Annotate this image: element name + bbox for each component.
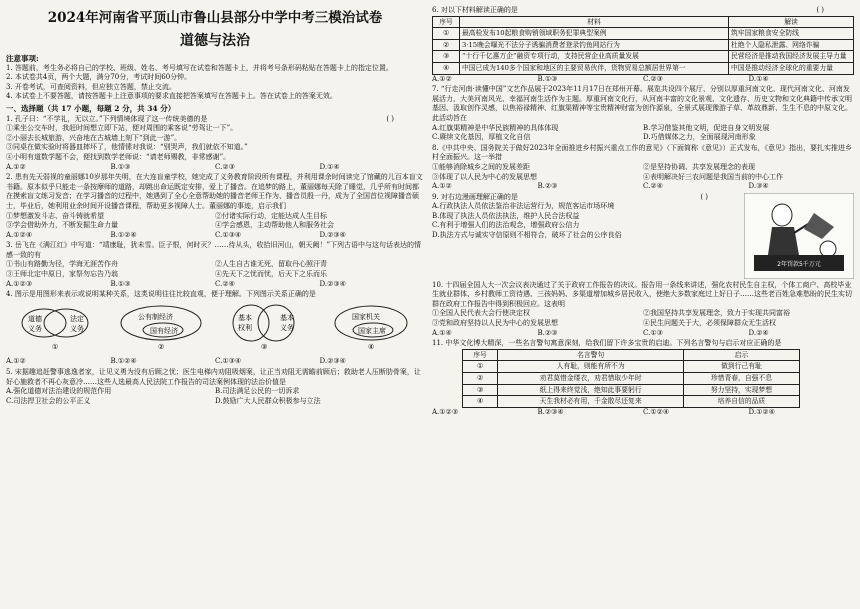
question-6 [432,6,854,84]
option-d: D.执法方式与诚实守信原则不相符合，破坏了社会的公序良俗 [432,231,622,240]
quote-table [462,349,800,408]
question-9 [432,192,854,268]
question-8 [432,144,854,192]
option-c: C.有利于增强人们的法治观念，增强政府公信力 [432,221,580,230]
option-d: D.②④ [748,328,769,337]
statement: ④学会感恩，主动帮助他人和服务社会 [215,221,334,230]
option-c: C.①③ [643,328,663,337]
table-row: ④ 天生我材必有用，千金散尽还复来 培养自信的品质 [463,396,800,408]
exam-title: 2024年河南省平顶山市鲁山县部分中学中考三模治试卷 [47,10,383,26]
option-a: A.①②④ [6,230,33,239]
notes-item: 4. 本试卷上不要答题，请按答题卡上注意事项的要求直接把答案填写在答题卡上。答在试卷上的答案无效。 [6,92,337,101]
question-5 [6,368,424,406]
option-a: A.①② [432,74,452,83]
statement: ②小丽去长城旅游，兴奋地在古城墙上刻下“到此一游”。 [6,133,182,142]
diagram-label: 公有制经济 [138,312,173,321]
statement: ④小明有道数学题不会，便找到数学老师说：“请老师赐教，非常感谢”。 [6,152,231,161]
statements [6,212,424,231]
table-header: 名言警句 [498,349,684,361]
option-a: A.①② [6,357,26,366]
table-row: ③ 纸上得来终觉浅，绝知此事要躬行 努力坚持，实现梦想 [463,384,800,396]
table-header: 序号 [433,16,460,28]
option-b: B.②③ [537,182,558,191]
option-c: C.赓续文化基因，厚植文化自信 [432,133,531,142]
answer-paren: ( ) [386,114,394,123]
diagram-label: 权利 [238,323,252,332]
diagram-label: 义务 [28,324,42,333]
answer-options [6,280,424,290]
question-1 [6,115,424,173]
question-7 [432,85,854,143]
option-b: B.①③ [110,162,131,171]
diagram-number: ① [52,342,59,351]
option-b: B.体现了执法人员依法执法，维护人民合法权益 [432,211,580,220]
table-row: ① 人有耻，则能有所不为 做到行己有耻 [463,361,800,373]
diagram-label: 国有经济 [150,326,178,335]
question-stem: 5. 宋据趣追赶警事逃逸者家，让见义勇为没有后顾之忧；医生电梯内劝阻吸烟案，让正当劝阻无需瞻前顾后；救助老人压断肋骨案，让好心施救者不再心灰意冷……这些人选最高人民法院工作报告的司法案例体现的法治价值是 [6,368,421,386]
question-3 [6,241,424,289]
option-b: B.①②④ [110,230,137,239]
diagram-number: ④ [368,342,375,351]
option-a: A.①②③ [6,279,33,288]
table-row: ③ “十行千亿惠万企”融资专项行动，支持民营企业高质量发展 民营经济是推动我国经济发展主导力量 [433,51,854,63]
question-stem: 9. 对右边漫画理解正确的是 ( ) [432,192,708,201]
option-a: A.①②③ [432,407,459,416]
statement: ④民生问题关于大，必须保障群众无生活权 [643,319,776,328]
diagram-label: 道德 [28,314,42,323]
diagram-label: 基本 [280,313,294,322]
left-column [6,0,424,406]
answer-paren: ( ) [816,6,824,14]
question-stem: 10. 十四届全国人大一次会议表决通过了关于政府工作报告的决议。报告用一条线来讲述，强化农村民生自主权，个体工商户、高校毕业生就业群体、乡村教师工资待遇、三孩妈妈、多渠道增加城乡居民收入，使绝大多数家庭过上好日子……这些老百姓急难愁盼的民生实切群在政府工作报告中得到积极回应。这表明 [432,280,852,308]
table-header: 序号 [463,349,498,361]
option-a: A.①② [432,182,452,191]
option-b: B.司法满足公民的一切诉求 [215,387,300,396]
option-a: A.①④ [432,328,452,337]
option-b: B.②③④ [537,407,564,416]
option-d: D.②③④ [319,230,346,239]
option-c: C.②④ [215,279,235,288]
answer-paren: ( ) [700,192,708,201]
table-header: 解读 [729,16,854,28]
option-d: D.鼓励广大人民群众积极参与立法 [215,396,321,405]
statement: ①乘坐公交车时，我赶时间想立即下站，便对周围的乘客说“劳驾让一下”。 [6,124,238,133]
diagram-label: 法定 [70,314,84,323]
diagram-label: 基本 [238,313,252,322]
option-d: D.①④ [748,74,769,83]
diagram-3 [233,305,294,351]
statement: ①梦想激发斗志、奋斗铸就希望 [6,211,104,220]
diagram-number: ② [158,342,165,351]
question-stem: 7. “行走河南·读懂中国”文艺作品展于2023年11月17日在郑州开幕。展览共设四个展厅、分别以厚重河南文化、现代河南文化、河南发展活力、大美河南风光、幸福河南生活作为主题。厚重河南文化行，从河南丰富的文化景观、文化遗存、历史文物和文化典籍中传承文明基因、汲取创作灵感，以焦裕禄精神、红旗渠精神等宝贵精神财富为创作源泉，全景式展现豫游子草、革故鼎新、生生不息的中原文化。此活动旨在 [432,85,852,122]
diagram-label: 义务 [70,324,84,333]
table-header: 启示 [684,349,799,361]
option-b: B.①③ [110,279,131,288]
cartoon-caption: 2年罚款5千万元 [777,260,821,268]
statements [6,260,424,279]
option-d: D.①②④ [748,407,775,416]
statement: ③同桌在做实验时将器皿摔坏了，他情愫对我说：“别哭声，我们就依不知道。” [6,143,248,152]
statements [432,163,854,182]
question-stem: 1. 孔子曰：“不学礼，无以立。”下列情境体现了这一传统美德的是 ( ) [6,114,394,123]
statement: ③学会借助外力，不断发掘生命力量 [6,221,118,230]
option-a: A.强化道德对法治建设的规范作用 [6,387,112,396]
answer-options [6,231,424,241]
answer-options [432,124,854,143]
statement: ②我国坚持共享发展理念，致力于实现共同富裕 [643,309,790,318]
notes-item: 3. 开卷考试，可查阅资料，但应独立答题，禁止交流。 [6,82,176,91]
statement: ②付诸实际行动，定能达成人生目标 [215,211,327,220]
statement: ④表明解决好三农问题是我国当前的中心工作 [643,172,783,181]
option-c: C.②③ [643,74,663,83]
diagram-label: 义务 [280,323,294,332]
diagram-label: 国家主席 [358,326,386,335]
option-a: A.①② [6,162,26,171]
question-4 [6,290,424,367]
diagram-number: ③ [261,342,268,351]
option-d: D.②③④ [319,279,346,288]
cartoon-image [744,193,854,279]
answer-options [6,357,424,367]
option-d: D.①④ [319,162,340,171]
option-b: B.①②④ [110,357,137,366]
table-row: ② 3·15晚会曝光不法分子诱骗消费者登录钓鱼网站行为 杜绝个人隐私泄露、网络诈骗 [433,39,854,51]
statement: ③王师北定中原日，家祭勿忘告乃翁 [6,270,118,279]
notes-item: 1. 答题前，考生务必将自己的学校、班级、姓名、考号填写在试卷和答题卡上，并将考号条形码粘贴在答题卡上的指定位置。 [6,63,393,72]
option-a: A.红旗渠精神是中华民族精神的具体体现 [432,123,559,132]
question-stem: 2. 患有先天弱视的童丽娜10岁那年失明，在大连盲童学校，她完成了义务教育阶段所有课程，并利用课余时间读完了馆藏的儿百本盲文书籍。原本似乎只能走一条按摩师的道路，却跳出命运既定安排，爱上了播音。在追梦的路上，董丽娜每天除了睡觉，几乎所有时间都在摸索盲文练习发音；在学习播音的过程中，她遇到了全心全意帮助她的播音老师王作为、播音员殷一丹，成为了全国首位视障播音硕士，毕业后，她利用业余时间开设播音课程，帮助更多视障人士。董丽娜的事迹，启示我们 [6,173,423,210]
answer-options [6,387,424,406]
option-c: C.②③ [215,162,235,171]
statement: ①全国人民代表大会行使决定权 [432,309,530,318]
question-stem: 3. 岳飞在《满江红》中写道：“靖康耻，犹未雪。臣子恨，何时灭？……待从头，收拾旧河山，朝天阙！”下列古语中与这句话表达的情感一致的有 [6,241,422,259]
option-c: C.②④ [643,182,663,191]
answer-options [6,163,424,173]
diagram-label: 国家机关 [352,312,380,321]
statement: ②是坚持协调、共享发展理念的表现 [643,162,755,171]
table-header: 材料 [460,16,729,28]
statement: ③党和政府坚持以人民为中心的发展思想 [432,319,558,328]
notes [6,54,424,102]
notes-heading: 注意事项: [6,54,39,63]
question-stem: 11. 中华文化博大精深，一些名言警句寓意深刻，给我们留下许多宝贵的启迪。下列名言警句与启示对应正确的是 [432,339,782,348]
question-10 [432,281,854,339]
option-d: D.巧借媒体之力，全面展现河南形象 [643,133,756,142]
statements [432,309,854,328]
question-stem: 6. 对以下材料解读正确的是 ( ) [432,6,824,14]
question-2 [6,173,424,240]
material-table [432,16,854,75]
question-11 [432,339,854,417]
diagram-1 [22,309,88,351]
option-d: D.③④ [748,182,769,191]
notes-item: 2. 本试卷共4页，两个大题，满分70分，考试时间60分钟。 [6,73,192,82]
option-c: C.①③④ [215,230,242,239]
section-heading: 一、选择题（共 17 小题，每题 2 分，共 34 分） [6,103,176,113]
option-c: C.司法捍卫社会的公平正义 [6,396,91,405]
question-stem: 8.《中共中央、国务院关于做好2023年全面推进乡村振兴重点工作的意见》（下面简称《意见》）正式发布，《意见》指出，要扎实推进乡村全面振兴。这一举措 [432,143,852,162]
option-c: C.①③④ [215,357,242,366]
option-a: A.行政执法人员依法鉴治非法运营行为，规范客运市场环境 [432,202,615,211]
exam-subtitle: 道德与法治 [180,33,250,49]
diagram-2 [121,306,201,351]
option-d: D.②③④ [319,357,346,366]
table-row: ② 劝君莫惜金缕衣，劝君惜取少年时 珍惜青春，自强不息 [463,373,800,385]
question-stem: 4. 图示是用图形来表示或说明某种关系，这类说明往往比较直观，便于理解。下列图示关系正确的是 [6,290,316,299]
statement: ①书山有路勤为径，学海无涯苦作舟 [6,260,118,269]
answer-options [432,408,854,418]
statement: ④先天下之忧而忧，后天下之乐而乐 [215,270,327,279]
statement: ③体现了以人民为中心的发展思想 [432,172,537,181]
option-b: B.②③ [537,328,558,337]
relationship-diagrams [6,303,424,353]
answer-options [432,329,854,339]
table-row: ④ 中国已成为140多个国家和地区的主要贸易伙伴，货物贸易总额居世界第一 中国是推动经济全球化的重要力量 [433,62,854,74]
statement: ①能够消除城乡之间的发展差距 [432,162,530,171]
option-c: C.①②④ [643,407,670,416]
answer-options [432,182,854,192]
table-row: ① 最高检发布10起粮食购销领域职务犯罪典型案例 筑牢国家粮食安全防线 [433,28,854,40]
statement: ②人生自古谁无死，留取丹心照汗青 [215,260,327,269]
answer-options [432,75,854,85]
option-b: B.学习借鉴其他文明，促进自身文明发展 [643,123,770,132]
diagram-4 [335,306,407,351]
right-column [432,0,854,417]
option-b: B.①③ [537,74,558,83]
